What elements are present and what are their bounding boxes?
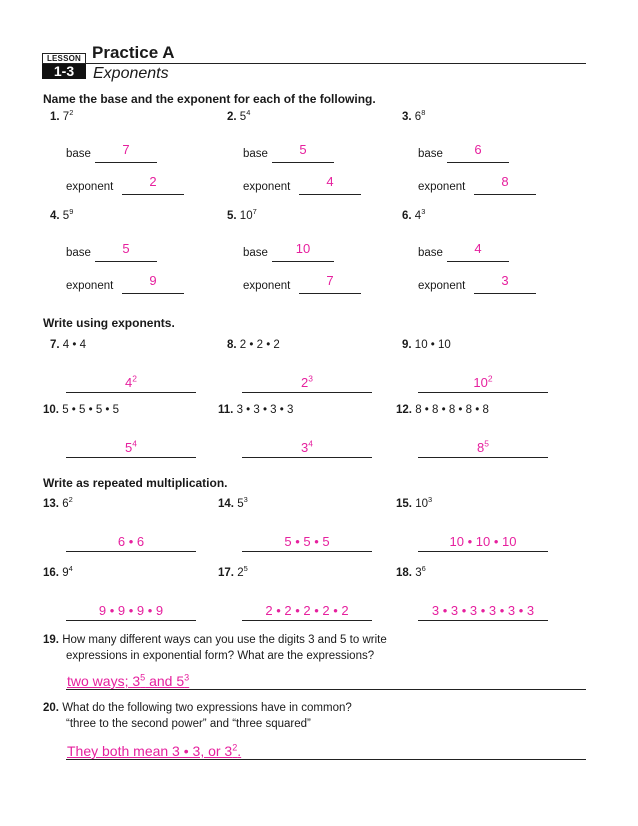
problem-8: [227, 339, 280, 351]
problem-17: [218, 564, 248, 579]
q20-number: 20.: [43, 702, 59, 714]
q20-answer: [67, 743, 241, 759]
problem-15: [396, 495, 433, 510]
problem-18: [396, 564, 426, 579]
q19-answer-text: two ways; 3: [67, 673, 141, 689]
answer-exponent: 2: [132, 373, 137, 384]
problem-11: [218, 404, 293, 416]
page-title: Practice A: [92, 43, 175, 62]
page-subtitle: Exponents: [93, 65, 169, 82]
problem-base: 2: [237, 567, 244, 579]
problem-base: 5: [62, 210, 70, 222]
problem-number: 18.: [396, 567, 412, 579]
answer-base: 5: [125, 440, 133, 455]
exponent-label: exponent: [243, 181, 291, 193]
exponent-label: exponent: [66, 280, 114, 292]
problem-number: 2.: [227, 111, 237, 123]
problem-exponent: 5: [243, 564, 248, 574]
exponent-label: exponent: [243, 280, 291, 292]
problem-exponent: 2: [69, 108, 74, 118]
q20: [43, 702, 352, 714]
problem-number: 15.: [396, 498, 412, 510]
exponent-label: exponent: [418, 181, 466, 193]
problem-expression: 8 • 8 • 8 • 8 • 8: [415, 404, 489, 416]
exponent-answer: 3: [501, 273, 509, 288]
problem-exponent: 4: [246, 108, 251, 118]
problem-16: [43, 564, 73, 579]
lesson-number: 1-3: [42, 64, 86, 79]
problem-number: 10.: [43, 404, 59, 416]
answer-exponent-form: [66, 375, 196, 390]
problem-number: 7.: [50, 339, 60, 351]
problem-exponent: 6: [421, 564, 426, 574]
q20-answer-sup: 2: [232, 742, 238, 753]
base-label: base: [66, 148, 91, 160]
problem-14: [218, 495, 248, 510]
problem-base: 6: [62, 498, 69, 510]
problem-9: [402, 339, 451, 351]
answer-exponent: 3: [308, 373, 313, 384]
answer-repeated-multiplication: 9 • 9 • 9 • 9: [98, 603, 164, 618]
lesson-badge: [42, 53, 86, 79]
problem-base: 5: [237, 498, 244, 510]
problem-number: 17.: [218, 567, 234, 579]
exponent-label: exponent: [418, 280, 466, 292]
section2-instruction: Write using exponents.: [43, 316, 175, 330]
answer-base: 8: [477, 440, 485, 455]
problem-number: 14.: [218, 498, 234, 510]
base-label: base: [66, 247, 91, 259]
exponent-answer: 8: [501, 174, 509, 189]
section3-instruction: Write as repeated multiplication.: [43, 476, 228, 490]
problem-number: 4.: [50, 210, 60, 222]
base-label: base: [243, 247, 268, 259]
problem-exponent: 4: [68, 564, 73, 574]
answer-repeated-multiplication: 6 • 6: [117, 534, 145, 549]
problem-base: 10: [415, 498, 428, 510]
answer-exponent-form: [66, 440, 196, 455]
q19-number: 19.: [43, 634, 59, 646]
problem-number: 3.: [402, 111, 412, 123]
answer-base: 10: [473, 375, 488, 390]
problem-13: [43, 495, 73, 510]
q19-line1: How many different ways can you use the digits 3 and 5 to write: [62, 634, 387, 646]
q20-answer-post: .: [237, 743, 242, 759]
problem-base: 4: [414, 210, 422, 222]
problem-expression: 4 • 4: [62, 339, 87, 351]
base-answer: 5: [299, 142, 307, 157]
problem-4: [50, 207, 74, 222]
problem-number: 6.: [402, 210, 412, 222]
problem-exponent: 8: [421, 108, 426, 118]
q19-answer-sup2: 3: [184, 672, 190, 683]
problem-number: 13.: [43, 498, 59, 510]
problem-exponent: 3: [243, 495, 248, 505]
exponent-answer: 9: [149, 273, 157, 288]
problem-base: 10: [239, 210, 253, 222]
answer-exponent: 2: [487, 373, 493, 384]
exponent-answer: 7: [326, 273, 334, 288]
base-answer: 5: [122, 241, 130, 256]
problem-number: 12.: [396, 404, 412, 416]
q19-line2: expressions in exponential form? What are the expressions?: [66, 650, 375, 662]
lesson-label: LESSON: [42, 53, 86, 64]
problem-exponent: 2: [68, 495, 73, 505]
answer-exponent-form: [242, 375, 372, 390]
problem-exponent: 7: [252, 207, 257, 217]
q20-line1: What do the following two expressions have in common?: [62, 702, 352, 714]
problem-3: [402, 108, 426, 123]
problem-exponent: 3: [421, 207, 426, 217]
exponent-answer: 2: [149, 174, 157, 189]
problem-exponent: 3: [428, 495, 433, 505]
answer-repeated-multiplication: 2 • 2 • 2 • 2 • 2: [265, 603, 349, 618]
section1-instruction: Name the base and the exponent for each of the following.: [43, 92, 376, 106]
q20-answer-text: They both mean 3 • 3, or 3: [67, 743, 233, 759]
problem-7: [50, 339, 86, 351]
problem-base: 6: [414, 111, 422, 123]
answer-exponent-form: [418, 440, 548, 455]
answer-exponent-form: [242, 440, 372, 455]
problem-5: [227, 207, 257, 222]
answer-exponent: 5: [484, 438, 489, 449]
answer-repeated-multiplication: 5 • 5 • 5: [284, 534, 330, 549]
problem-10: [43, 404, 119, 416]
problem-number: 9.: [402, 339, 412, 351]
base-label: base: [418, 247, 443, 259]
problem-base: 9: [62, 567, 69, 579]
answer-base: 2: [301, 375, 309, 390]
q19-answer-mid: and 5: [145, 673, 185, 689]
q19: [43, 634, 387, 646]
base-answer: 10: [295, 241, 311, 256]
problem-expression: 10 • 10: [414, 339, 451, 351]
base-answer: 7: [122, 142, 130, 157]
problem-12: [396, 404, 489, 416]
base-label: base: [243, 148, 268, 160]
problem-1: [50, 108, 74, 123]
answer-base: 4: [125, 375, 133, 390]
problem-2: [227, 108, 251, 123]
problem-expression: 3 • 3 • 3 • 3: [236, 404, 294, 416]
problem-number: 11.: [218, 404, 234, 416]
base-answer: 6: [474, 142, 482, 157]
problem-base: 3: [415, 567, 422, 579]
problem-base: 5: [239, 111, 247, 123]
q19-answer-sup1: 5: [140, 672, 146, 683]
problem-number: 1.: [50, 111, 60, 123]
base-answer: 4: [474, 241, 482, 256]
problem-expression: 2 • 2 • 2: [239, 339, 280, 351]
exponent-label: exponent: [66, 181, 114, 193]
answer-exponent-form: [418, 375, 548, 390]
answer-repeated-multiplication: 3 • 3 • 3 • 3 • 3 • 3: [431, 603, 535, 618]
answer-exponent: 4: [132, 438, 137, 449]
exponent-answer: 4: [326, 174, 334, 189]
q19-answer: [67, 673, 189, 689]
problem-base: 7: [62, 111, 70, 123]
problem-exponent: 9: [69, 207, 74, 217]
title-rule: [86, 63, 586, 64]
problem-number: 8.: [227, 339, 237, 351]
problem-number: 16.: [43, 567, 59, 579]
answer-exponent: 4: [308, 438, 313, 449]
problem-expression: 5 • 5 • 5 • 5: [62, 404, 120, 416]
base-label: base: [418, 148, 443, 160]
problem-6: [402, 207, 426, 222]
answer-base: 3: [301, 440, 309, 455]
answer-repeated-multiplication: 10 • 10 • 10: [449, 534, 517, 549]
q20-line2: “three to the second power” and “three squared”: [66, 718, 311, 730]
problem-number: 5.: [227, 210, 237, 222]
